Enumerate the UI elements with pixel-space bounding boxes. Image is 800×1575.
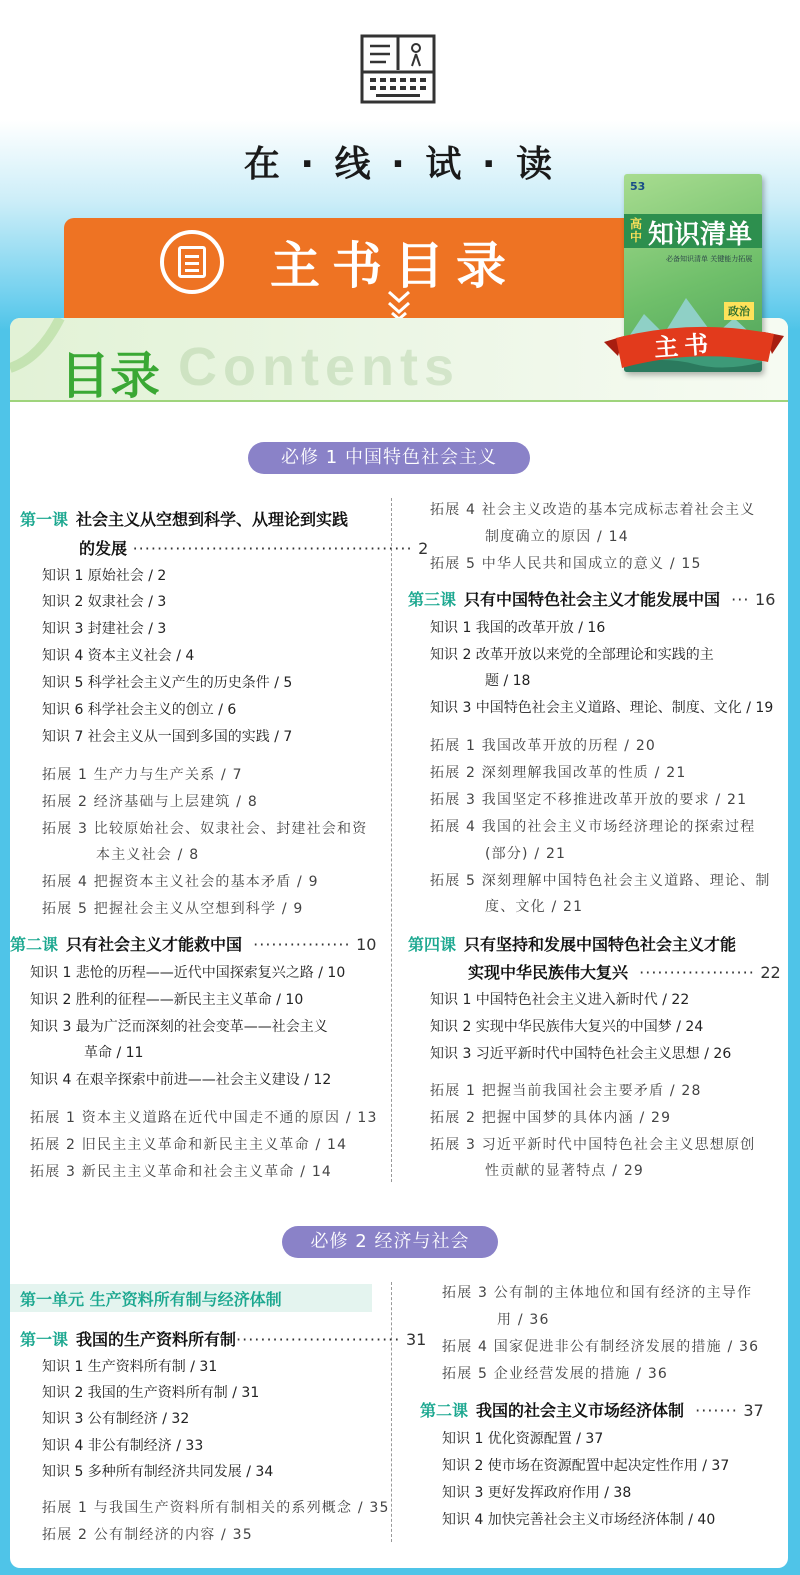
knowledge-item[interactable]: 知识 5 多种所有制经济共同发展 / 34 bbox=[42, 1464, 274, 1480]
extension-item[interactable]: 拓展 2 把握中国梦的具体内涵 / 29 bbox=[430, 1110, 672, 1126]
knowledge-item[interactable]: 知识 2 奴隶社会 / 3 bbox=[42, 594, 167, 610]
extension-item-cont[interactable]: 度、文化 / 21 bbox=[485, 899, 584, 915]
extension-item[interactable]: 拓展 5 把握社会主义从空想到科学 / 9 bbox=[42, 901, 304, 917]
knowledge-item[interactable]: 知识 2 胜利的征程——新民主主义革命 / 10 bbox=[30, 992, 304, 1008]
knowledge-item[interactable]: 知识 7 社会主义从一国到多国的实践 / 7 bbox=[42, 729, 293, 745]
knowledge-item[interactable]: 知识 1 原始社会 / 2 bbox=[42, 568, 167, 584]
extension-item-cont[interactable]: (部分) / 21 bbox=[485, 846, 567, 862]
extension-item[interactable]: 拓展 5 企业经营发展的措施 / 36 bbox=[442, 1366, 669, 1382]
extension-item[interactable]: 拓展 1 与我国生产资料所有制相关的系列概念 / 35 bbox=[42, 1500, 390, 1516]
knowledge-item[interactable]: 知识 3 封建社会 / 3 bbox=[42, 621, 167, 637]
book-series: 高中 bbox=[630, 217, 643, 244]
online-trial-title: 在 · 线 · 试 · 读 bbox=[243, 144, 557, 185]
extension-item[interactable]: 拓展 2 深刻理解我国改革的性质 / 21 bbox=[430, 765, 687, 781]
knowledge-item[interactable]: 知识 3 最为广泛而深刻的社会变革——社会主义 bbox=[30, 1019, 328, 1035]
book-subject: 政治 bbox=[724, 302, 754, 320]
extension-item[interactable]: 拓展 1 资本主义道路在近代中国走不通的原因 / 13 bbox=[30, 1110, 378, 1126]
extension-item-cont[interactable]: 性贡献的显著特点 / 29 bbox=[485, 1163, 645, 1179]
ribbon-label: 主书 bbox=[653, 329, 716, 363]
extension-item[interactable]: 拓展 4 社会主义改造的基本完成标志着社会主义 bbox=[430, 502, 756, 518]
column-divider bbox=[391, 498, 392, 1182]
knowledge-item[interactable]: 知识 3 更好发挥政府作用 / 38 bbox=[442, 1485, 632, 1501]
extension-item[interactable]: 拓展 3 我国坚定不移推进改革开放的要求 / 21 bbox=[430, 792, 748, 808]
book-brand: 53 bbox=[630, 180, 646, 193]
online-reading-icon bbox=[358, 32, 438, 106]
econ-lesson-1-heading[interactable]: 第一课 我国的生产资料所有制··························· 31 bbox=[20, 1330, 427, 1349]
knowledge-item[interactable]: 知识 1 生产资料所有制 / 31 bbox=[42, 1359, 218, 1375]
extension-item-cont[interactable]: 用 / 36 bbox=[497, 1312, 550, 1328]
knowledge-item[interactable]: 知识 2 改革开放以来党的全部理论和实践的主 bbox=[430, 647, 714, 663]
extension-item[interactable]: 拓展 4 国家促进非公有制经济发展的措施 / 36 bbox=[442, 1339, 760, 1355]
extension-item[interactable]: 拓展 3 比较原始社会、奴隶社会、封建社会和资 bbox=[42, 821, 368, 837]
knowledge-item[interactable]: 知识 1 我国的改革开放 / 16 bbox=[430, 620, 606, 636]
extension-item[interactable]: 拓展 2 经济基础与上层建筑 / 8 bbox=[42, 794, 258, 810]
book-title: 知识清单 bbox=[648, 220, 753, 250]
extension-item-cont[interactable]: 制度确立的原因 / 14 bbox=[485, 529, 629, 545]
knowledge-item[interactable]: 知识 2 我国的生产资料所有制 / 31 bbox=[42, 1385, 260, 1401]
knowledge-item[interactable]: 知识 4 非公有制经济 / 33 bbox=[42, 1438, 204, 1454]
extension-item[interactable]: 拓展 3 公有制的主体地位和国有经济的主导作 bbox=[442, 1285, 753, 1301]
knowledge-item[interactable]: 知识 6 科学社会主义的创立 / 6 bbox=[42, 702, 237, 718]
knowledge-item[interactable]: 知识 1 优化资源配置 / 37 bbox=[442, 1431, 604, 1447]
knowledge-item[interactable]: 知识 1 悲怆的历程——近代中国探索复兴之路 / 10 bbox=[30, 965, 346, 981]
lesson-4-heading-cont[interactable]: 实现中华民族伟大复兴 ··················· 22 bbox=[468, 963, 781, 982]
knowledge-item[interactable]: 知识 3 中国特色社会主义道路、理论、制度、文化 / 19 bbox=[430, 700, 774, 716]
toc-title: 目录 bbox=[60, 347, 160, 405]
lesson-2-heading[interactable]: 第二课 只有社会主义才能救中国 ················ 10 bbox=[10, 935, 377, 954]
knowledge-item[interactable]: 知识 2 实现中华民族伟大复兴的中国梦 / 24 bbox=[430, 1019, 704, 1035]
book-subtitle: 必备知识清单 关键能力拓展 bbox=[666, 255, 753, 263]
knowledge-item[interactable]: 知识 4 在艰辛探索中前进——社会主义建设 / 12 bbox=[30, 1072, 332, 1088]
knowledge-item[interactable]: 知识 4 加快完善社会主义市场经济体制 / 40 bbox=[442, 1512, 716, 1528]
column-divider bbox=[391, 1282, 392, 1542]
section-pill-compulsory-1: 必修 1 中国特色社会主义 bbox=[248, 442, 530, 474]
extension-item[interactable]: 拓展 5 中华人民共和国成立的意义 / 15 bbox=[430, 556, 702, 572]
lesson-4-heading[interactable]: 第四课 只有坚持和发展中国特色社会主义才能 bbox=[408, 935, 737, 954]
lesson-3-heading[interactable]: 第三课 只有中国特色社会主义才能发展中国 ··· 16 bbox=[408, 590, 776, 609]
extension-item-cont[interactable]: 本主义社会 / 8 bbox=[96, 847, 200, 863]
unit-1-heading[interactable]: 第一单元 生产资料所有制与经济体制 bbox=[20, 1290, 282, 1309]
section-pill-compulsory-2: 必修 2 经济与社会 bbox=[282, 1226, 498, 1258]
document-icon bbox=[160, 230, 224, 294]
main-book-title: 主书目录 bbox=[270, 237, 518, 295]
extension-item[interactable]: 拓展 1 我国改革开放的历程 / 20 bbox=[430, 738, 657, 754]
knowledge-item[interactable]: 知识 3 习近平新时代中国特色社会主义思想 / 26 bbox=[430, 1046, 732, 1062]
knowledge-item-cont[interactable]: 题 / 18 bbox=[485, 673, 531, 689]
knowledge-item-cont[interactable]: 革命 / 11 bbox=[84, 1045, 144, 1061]
knowledge-item[interactable]: 知识 5 科学社会主义产生的历史条件 / 5 bbox=[42, 675, 293, 691]
extension-item[interactable]: 拓展 1 把握当前我国社会主要矛盾 / 28 bbox=[430, 1083, 702, 1099]
extension-item[interactable]: 拓展 2 旧民主主义革命和新民主主义革命 / 14 bbox=[30, 1137, 348, 1153]
extension-item[interactable]: 拓展 3 习近平新时代中国特色社会主义思想原创 bbox=[430, 1137, 756, 1153]
extension-item[interactable]: 拓展 1 生产力与生产关系 / 7 bbox=[42, 767, 243, 783]
extension-item[interactable]: 拓展 2 公有制经济的内容 / 35 bbox=[42, 1527, 253, 1543]
extension-item[interactable]: 拓展 5 深刻理解中国特色社会主义道路、理论、制 bbox=[430, 873, 771, 889]
contents-watermark: Contents bbox=[178, 337, 460, 397]
lesson-1-heading-cont[interactable]: 的发展 ·············································· 2 bbox=[79, 539, 429, 558]
knowledge-item[interactable]: 知识 1 中国特色社会主义进入新时代 / 22 bbox=[430, 992, 690, 1008]
knowledge-item[interactable]: 知识 4 资本主义社会 / 4 bbox=[42, 648, 195, 664]
lesson-1-heading[interactable]: 第一课 社会主义从空想到科学、从理论到实践 bbox=[20, 510, 349, 529]
knowledge-item[interactable]: 知识 2 使市场在资源配置中起决定性作用 / 37 bbox=[442, 1458, 730, 1474]
extension-item[interactable]: 拓展 4 把握资本主义社会的基本矛盾 / 9 bbox=[42, 874, 319, 890]
extension-item[interactable]: 拓展 4 我国的社会主义市场经济理论的探索过程 bbox=[430, 819, 756, 835]
extension-item[interactable]: 拓展 3 新民主主义革命和社会主义革命 / 14 bbox=[30, 1164, 333, 1180]
knowledge-item[interactable]: 知识 3 公有制经济 / 32 bbox=[42, 1411, 190, 1427]
econ-lesson-2-heading[interactable]: 第二课 我国的社会主义市场经济体制 ······· 37 bbox=[420, 1401, 764, 1420]
double-chevron-down-icon bbox=[386, 288, 412, 322]
